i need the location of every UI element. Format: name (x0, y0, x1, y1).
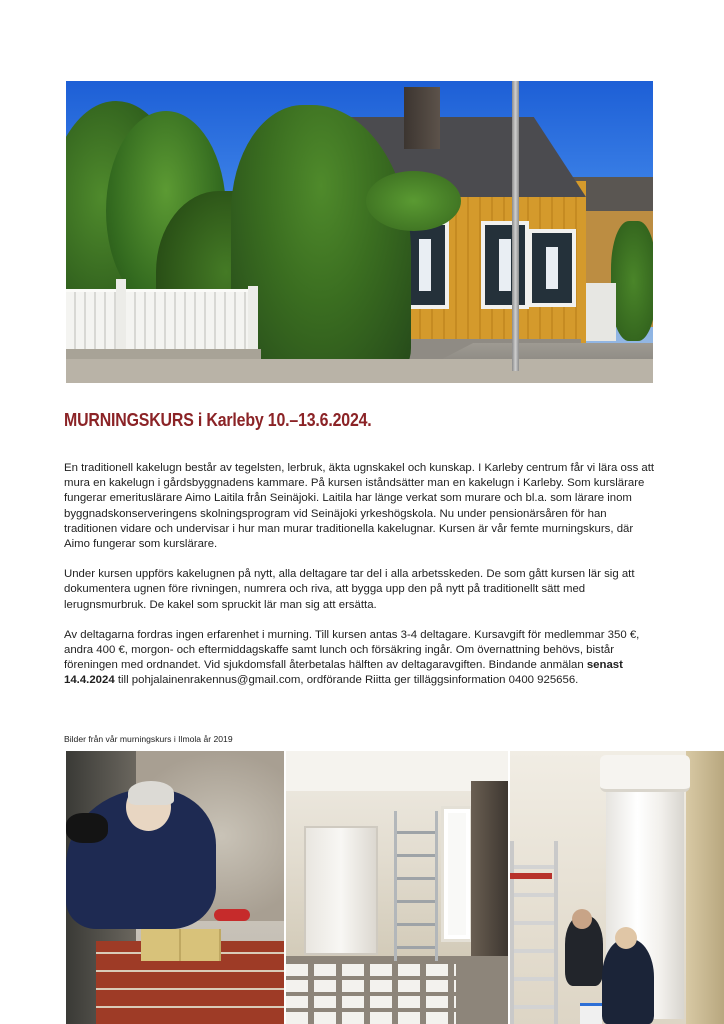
wall (686, 751, 724, 1024)
page-title: MURNINGSKURS i Karleby 10.–13.6.2024. (64, 409, 372, 430)
worker-head (572, 909, 592, 929)
fire-bricks (141, 929, 221, 961)
covered-door (304, 826, 378, 955)
stove-crown (600, 755, 690, 792)
scaffold (510, 841, 558, 1024)
worker-hair (128, 781, 174, 805)
bucket (580, 1003, 602, 1024)
empty-room-photo (286, 751, 508, 1024)
worker-head (615, 927, 637, 949)
black-glove (66, 813, 108, 843)
lamp-pole (512, 81, 519, 371)
tiles-on-floor (286, 961, 456, 1024)
house-window (528, 229, 576, 307)
tiled-stove-photo (510, 751, 724, 1024)
house-window (481, 221, 529, 309)
deadline-date: senast 14.4.2024 (64, 659, 623, 687)
ivy (366, 171, 461, 231)
room-window (441, 806, 473, 942)
ground (66, 359, 653, 383)
chimney (404, 87, 440, 149)
hedge (611, 221, 653, 341)
masonry-work-photo (66, 751, 284, 1024)
body-text (64, 461, 660, 704)
paragraph-registration (64, 628, 660, 689)
step-ladder (394, 811, 438, 961)
paragraph-course: Under kursen uppförs kakelugnen på nytt, alla deltagare tar del i alla arbetsskeden. De som gått kursen lär sig att dokumentera ugnen före rivningen, numrera och riva, att bygga upp den på nytt på traditionellt sätt med lerugnsmurbruk. De kakel som spruckit lär man sig att ersätta. (64, 568, 635, 611)
registration-contact: till pohjalainenrakennus@gmail.com, ordförande Riitta ger tilläggsinformation 0400 925656. (114, 674, 579, 687)
scaffold-bar (510, 873, 552, 879)
photo-caption: Bilder från vår murningskurs i Ilmola år 2019 (64, 734, 233, 744)
worker (602, 939, 654, 1024)
hero-house-photo (66, 81, 653, 383)
paragraph-intro: En traditionell kakelugn består av tegelsten, lerbruk, äkta ugnskakel och kunskap. I Karleby centrum får vi lära oss att mura en kakelugn i gårdsbyggnadens kammare. På kursen iståndsätter man en kakelugn i Karleby. Som kurslärare fungerar emerituslärare Aimo Laitila från Seinäjoki. Laitila har länge verkat som murare och bl.a. som lärare inom byggnadskonserveringens skolningsprogram vid Seinäjoki yrkeshögskola. Nu under pensionärsåren för han traditionen vidare och undervisar i hur man murar traditionella kakelugnar. Kursen är vår femte murningskurs, där Aimo fungerar som kurslärare. (64, 462, 655, 551)
red-glove (214, 909, 250, 921)
registration-text: Av deltagarna fordras ingen erfarenhet i murning. Till kursen antas 3-4 deltagare. Kursavgift för medlemmar 350 €, andra 400 €, morgon- och eftermiddagskaffe samt lunch och försäkring ingår. Om övernattning behövs, bistår föreningen med ordnandet. Vid sjukdomsfall återbetalas hälften av deltagaravgiften. Bindande anmälan (64, 628, 640, 672)
